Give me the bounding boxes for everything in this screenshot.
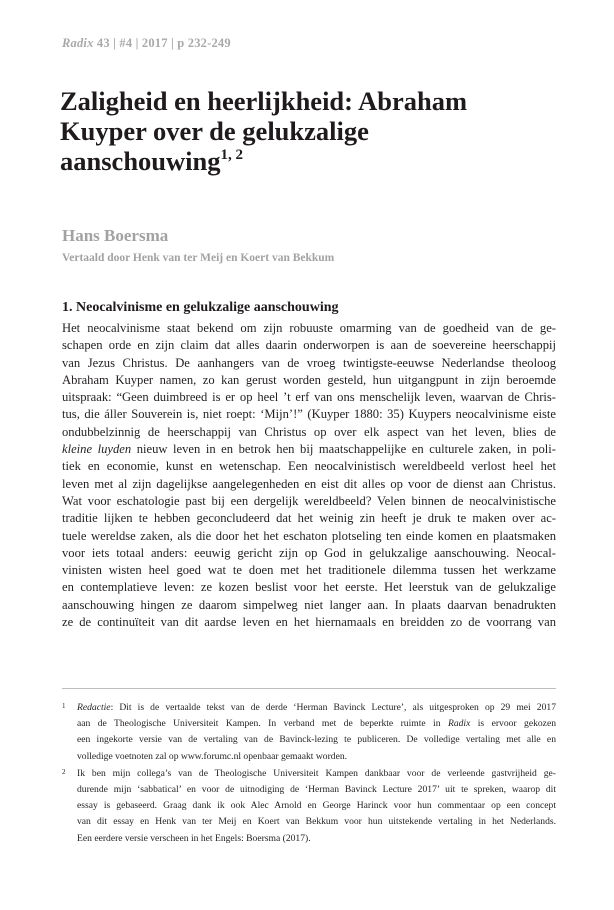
footnote-line: durende mijn ‘sabbatical’ en voor de uitnodiging de ‘Herman Bavinck Lecture 2017’ uit te spreken, waarop dit xyxy=(77,783,556,795)
body-text xyxy=(62,320,556,631)
body-line: Wat voor eschatologie past bij een dergelijk wereldbeeld? Velen binnen de neocalvinistische xyxy=(62,493,556,508)
section-heading: 1. Neocalvinisme en gelukzalige aanschouwing xyxy=(62,300,339,315)
italic-term: kleine luyden xyxy=(62,442,132,457)
footnote-line: een ingekorte versie van de vertaling van de Bavinck-lezing te publiceren. De volledige vertaling met alle en xyxy=(77,734,556,746)
body-line: traditie lijken te hebben geconcludeerd dat het weinig zin heeft je druk te maken over ac- xyxy=(62,511,556,526)
footnote-line-text: : Dit is de vertaalde tekst van de derde ‘Herman Bavinck Lecture’, als uitgesproken op 29 mei 2017 xyxy=(110,702,556,713)
body-line: aanschouwing hingen ze daarom simpelweg niet langer aan. In plaats daarvan benadrukten xyxy=(62,597,556,612)
body-line xyxy=(62,441,556,458)
body-line: uitspraak: “Geen duimbreed is er op heel ’t erf van ons menschelijk leven, waarvan de Chris- xyxy=(62,390,556,405)
footnote-line: Een eerdere versie verscheen in het Engels: Boersma (2017). xyxy=(77,832,311,844)
footnote-line: volledige voetnoten zal op www.forumc.nl openbaar gemaakt worden. xyxy=(77,750,348,762)
footnote-line: van dit essay en Henk van ter Meij en Koert van Bekkum voor hun uitstekende vertaling in het Nederlands. xyxy=(77,816,556,828)
footnote-journal-name: Radix xyxy=(447,718,471,730)
footnote-number: 2 xyxy=(62,767,66,776)
footnote-1 xyxy=(62,700,556,765)
footnote-line-text: is ervoor gekozen xyxy=(470,718,556,730)
footnote-number: 1 xyxy=(62,702,66,710)
footnote-2 xyxy=(62,766,556,847)
journal-name: Radix xyxy=(62,36,94,50)
footnotes xyxy=(62,700,556,847)
body-line: tuele wereldse zaken, als die door het het eschaton plotseling ten einde komen en plaatsmaken xyxy=(62,528,556,543)
body-line: tiek en economie, kunst en wetenschap. Een neocalvinistisch wereldbeeld verlost heel het xyxy=(62,459,556,474)
body-line-rest: nieuw leven in en betrok hen bij maatschappelijke en culturele zaken, in poli- xyxy=(131,442,556,457)
footnote-line: Ik ben mijn collega’s van de Theologische Universiteit Kampen dankbaar voor de verleende gastvrijheid ge- xyxy=(77,767,556,779)
footnote-line xyxy=(77,700,556,716)
footnote-line xyxy=(77,716,556,732)
title-footnote-refs[interactable]: 1, 2 xyxy=(220,147,244,164)
title-line-2: Kuyper over de gelukzalige xyxy=(60,116,369,146)
body-line: van Jezus Christus. De aanhangers van de vroeg twintigste-eeuwse Nederlandse theoloog xyxy=(62,355,556,370)
author-name: Hans Boersma xyxy=(62,226,169,245)
citation: 43 | #4 | 2017 | p 232-249 xyxy=(93,36,231,50)
body-line: voor iets totaal anders: eeuwig gericht zijn op God in gelukzalige aanschouwing. Neocal- xyxy=(62,545,556,560)
title-line-3-text: aanschouwing xyxy=(60,146,221,176)
body-line: leven met al zijn dagelijkse aangelegenheden en eist dit alles op voor de dienst aan Christus. xyxy=(62,476,556,491)
body-line: en contemplatieve leven: ze kozen beslist voor het eerste. Het leerstuk van de gelukzalige xyxy=(62,580,556,595)
body-line: Het neocalvinisme staat bekend om zijn robuuste omarming van de goedheid van de ge- xyxy=(62,321,556,335)
footnote-line-text: aan de Theologische Universiteit Kampen. In verband met de beperkte ruimte in xyxy=(77,718,448,730)
footnote-label: Redactie xyxy=(77,702,111,713)
body-line: vinisten wisten heel goed wat te doen met het traditionele dilemma tussen het werkzame xyxy=(62,563,556,578)
body-line: schapen orde en zijn claim dat alles daarin onderworpen is aan de soevereine heerschappij xyxy=(62,338,556,353)
running-head xyxy=(62,36,231,51)
footnote-divider xyxy=(62,688,556,689)
body-line: ze de continuïteit van dit aardse leven en het hiernamaals en breidden zo de voorrang van xyxy=(62,615,556,630)
body-line: Abraham Kuyper namen, zo kan gerust worden gesteld, hun uitgangpunt in zijn beroemde xyxy=(62,372,556,387)
translator-credit: Vertaald door Henk van ter Meij en Koert van Bekkum xyxy=(62,252,335,264)
body-line: ondubbelzinnig de heerschappij van Christus op over elk aspect van het leven, blies de xyxy=(62,424,556,439)
footnote-line: essay is gebaseerd. Graag dank ik ook Alec Arnold en George Harinck voor hun commentaar op een concept xyxy=(77,800,556,812)
title-line-3 xyxy=(60,146,560,176)
title-line-1: Zaligheid en heerlijkheid: Abraham xyxy=(60,86,468,116)
body-line: tus, die áller Souverein is, niet roept: ‘Mijn’!” (Kuyper 1880: 35) Kuypers neocalvinisme eiste xyxy=(62,407,556,422)
article-title xyxy=(60,86,560,176)
